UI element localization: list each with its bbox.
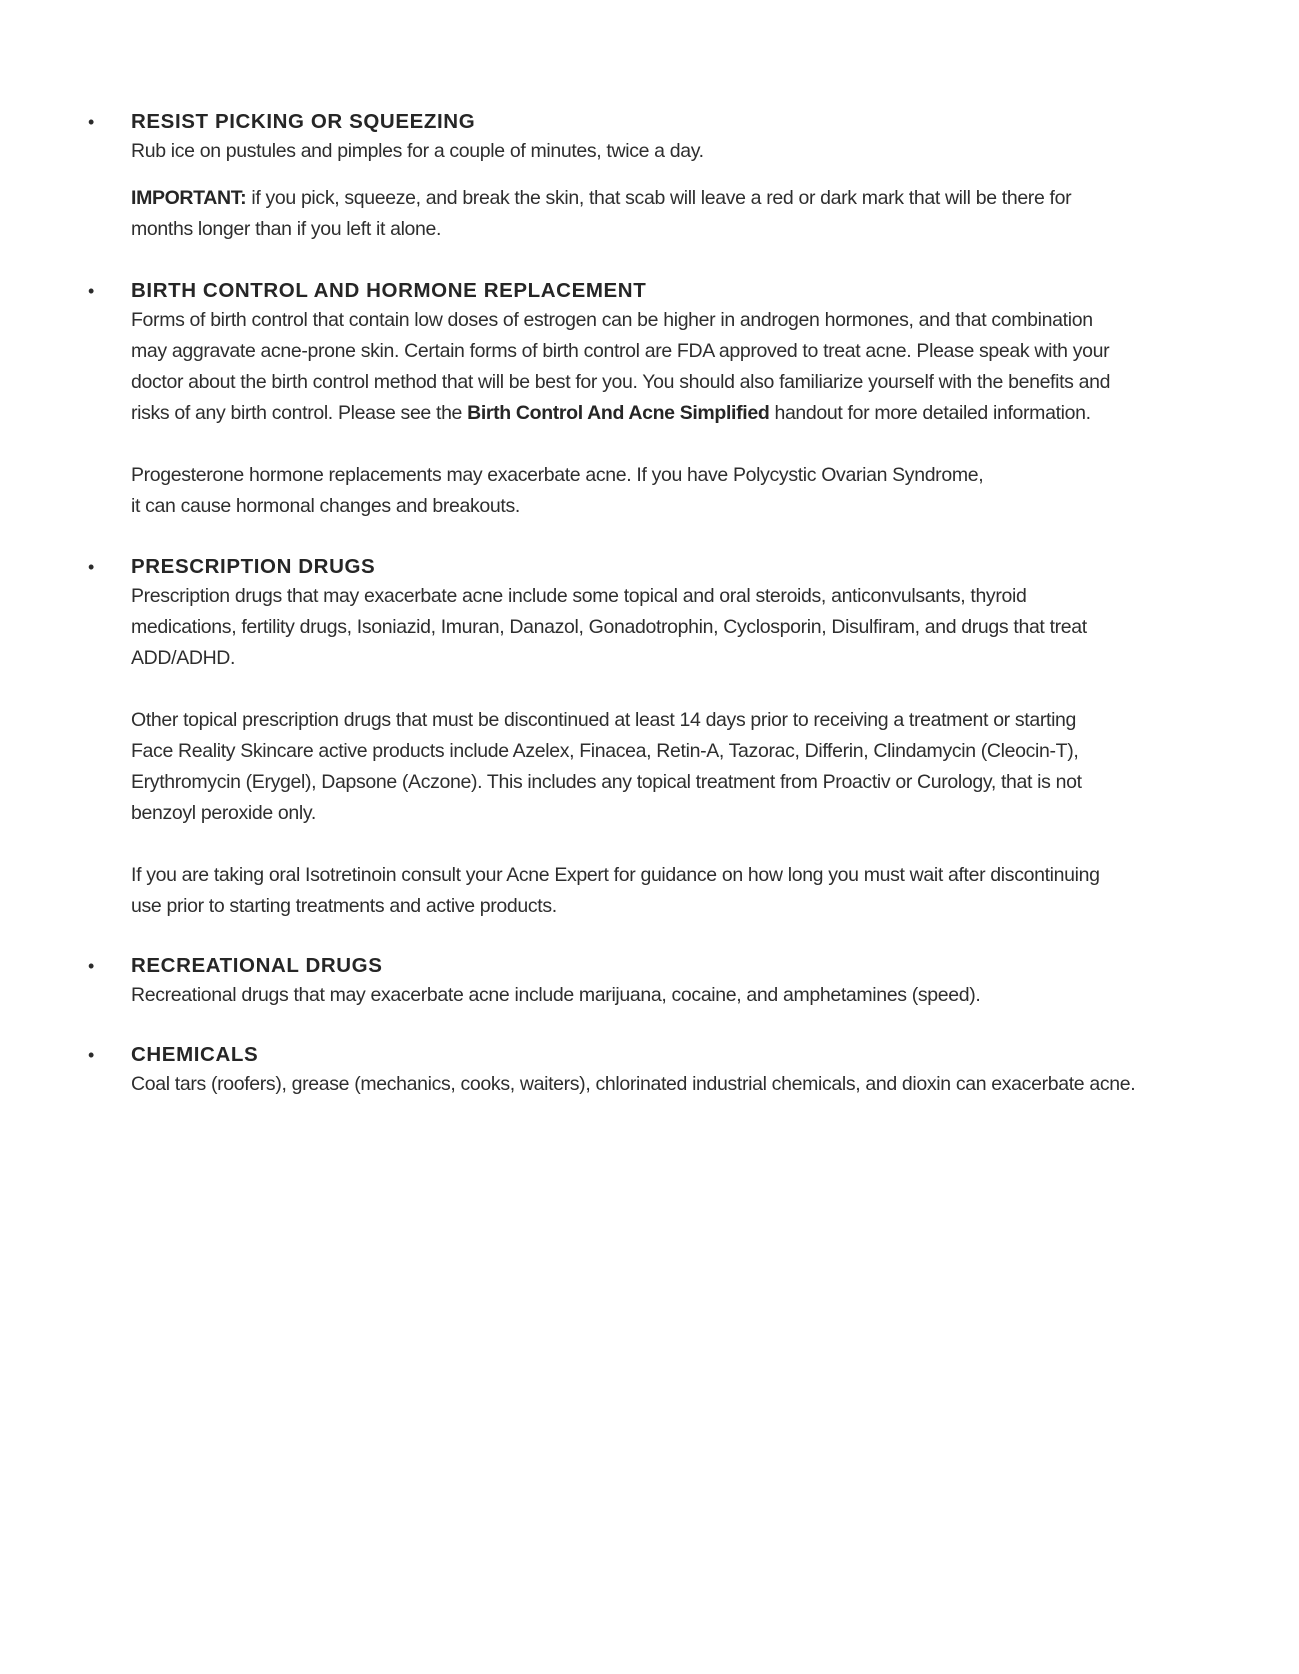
section-heading: CHEMICALS [131,1043,259,1066]
section-paragraph: Prescription drugs that may exacerbate acne include some topical and oral steroids, anticonvulsants, thyroid medications, fertility drugs, Isoniazid, Imuran, Danazol, Gonadotrophin, Cyclosporin, Disulfiram, and drugs that treat ADD/ADHD. [131,585,1087,669]
section-heading: BIRTH CONTROL AND HORMONE REPLACEMENT [131,279,647,302]
paragraph-text: Forms of birth control that contain low doses of estrogen can be higher in androgen hormones, and that combination may aggravate acne-prone skin. Certain forms of birth control are FDA approved to treat acne. Please speak with your doctor about the birth control method that will be best for you. You should also familiarize yourself with the benefits and risks of any birth control. Please see the [131,309,1111,424]
important-label: IMPORTANT: [131,187,247,209]
section-prescription-drugs [0,553,1299,922]
section-paragraph: If you are taking oral Isotretinoin consult your Acne Expert for guidance on how long you must wait after discontinuing use prior to starting treatments and active products. [131,864,1100,917]
section-heading: RESIST PICKING OR SQUEEZING [131,110,476,133]
bullet-icon: • [88,1045,95,1065]
paragraph-text: handout for more detailed information. [769,402,1091,424]
section-heading: PRESCRIPTION DRUGS [131,555,376,578]
handout-reference: Birth Control And Acne Simplified [467,402,770,424]
bullet-icon: • [88,281,95,301]
important-text: if you pick, squeeze, and break the skin, that scab will leave a red or dark mark that will be there for months longer than if you left it alone. [131,187,1072,240]
section-paragraph: Progesterone hormone replacements may exacerbate acne. If you have Polycystic Ovarian Syndrome, it can cause hormonal changes and breakouts. [131,464,984,517]
bullet-icon: • [88,557,95,577]
section-recreational-drugs [0,952,1299,1011]
document-page [0,108,1299,1100]
section-paragraph: Coal tars (roofers), grease (mechanics, cooks, waiters), chlorinated industrial chemicals, and dioxin can exacerbate acne. [131,1073,1136,1095]
bullet-icon: • [88,112,95,132]
section-heading: RECREATIONAL DRUGS [131,954,383,977]
section-birth-control [0,277,1299,522]
bullet-icon: • [88,956,95,976]
section-paragraph: Other topical prescription drugs that must be discontinued at least 14 days prior to receiving a treatment or starting Face Reality Skincare active products include Azelex, Finacea, Retin-A, Tazorac, Differin, Clindamycin (Cleocin-T), Erythromycin (Erygel), Dapsone (Aczone). This includes any topical treatment from Proactiv or Curology, that is not benzoyl peroxide only. [131,709,1082,824]
section-paragraph [131,305,1239,429]
section-resist-picking [0,108,1299,245]
important-note [131,183,1239,245]
section-chemicals [0,1041,1299,1100]
section-paragraph: Rub ice on pustules and pimples for a couple of minutes, twice a day. [131,140,704,162]
section-paragraph: Recreational drugs that may exacerbate acne include marijuana, cocaine, and amphetamines (speed). [131,984,981,1006]
